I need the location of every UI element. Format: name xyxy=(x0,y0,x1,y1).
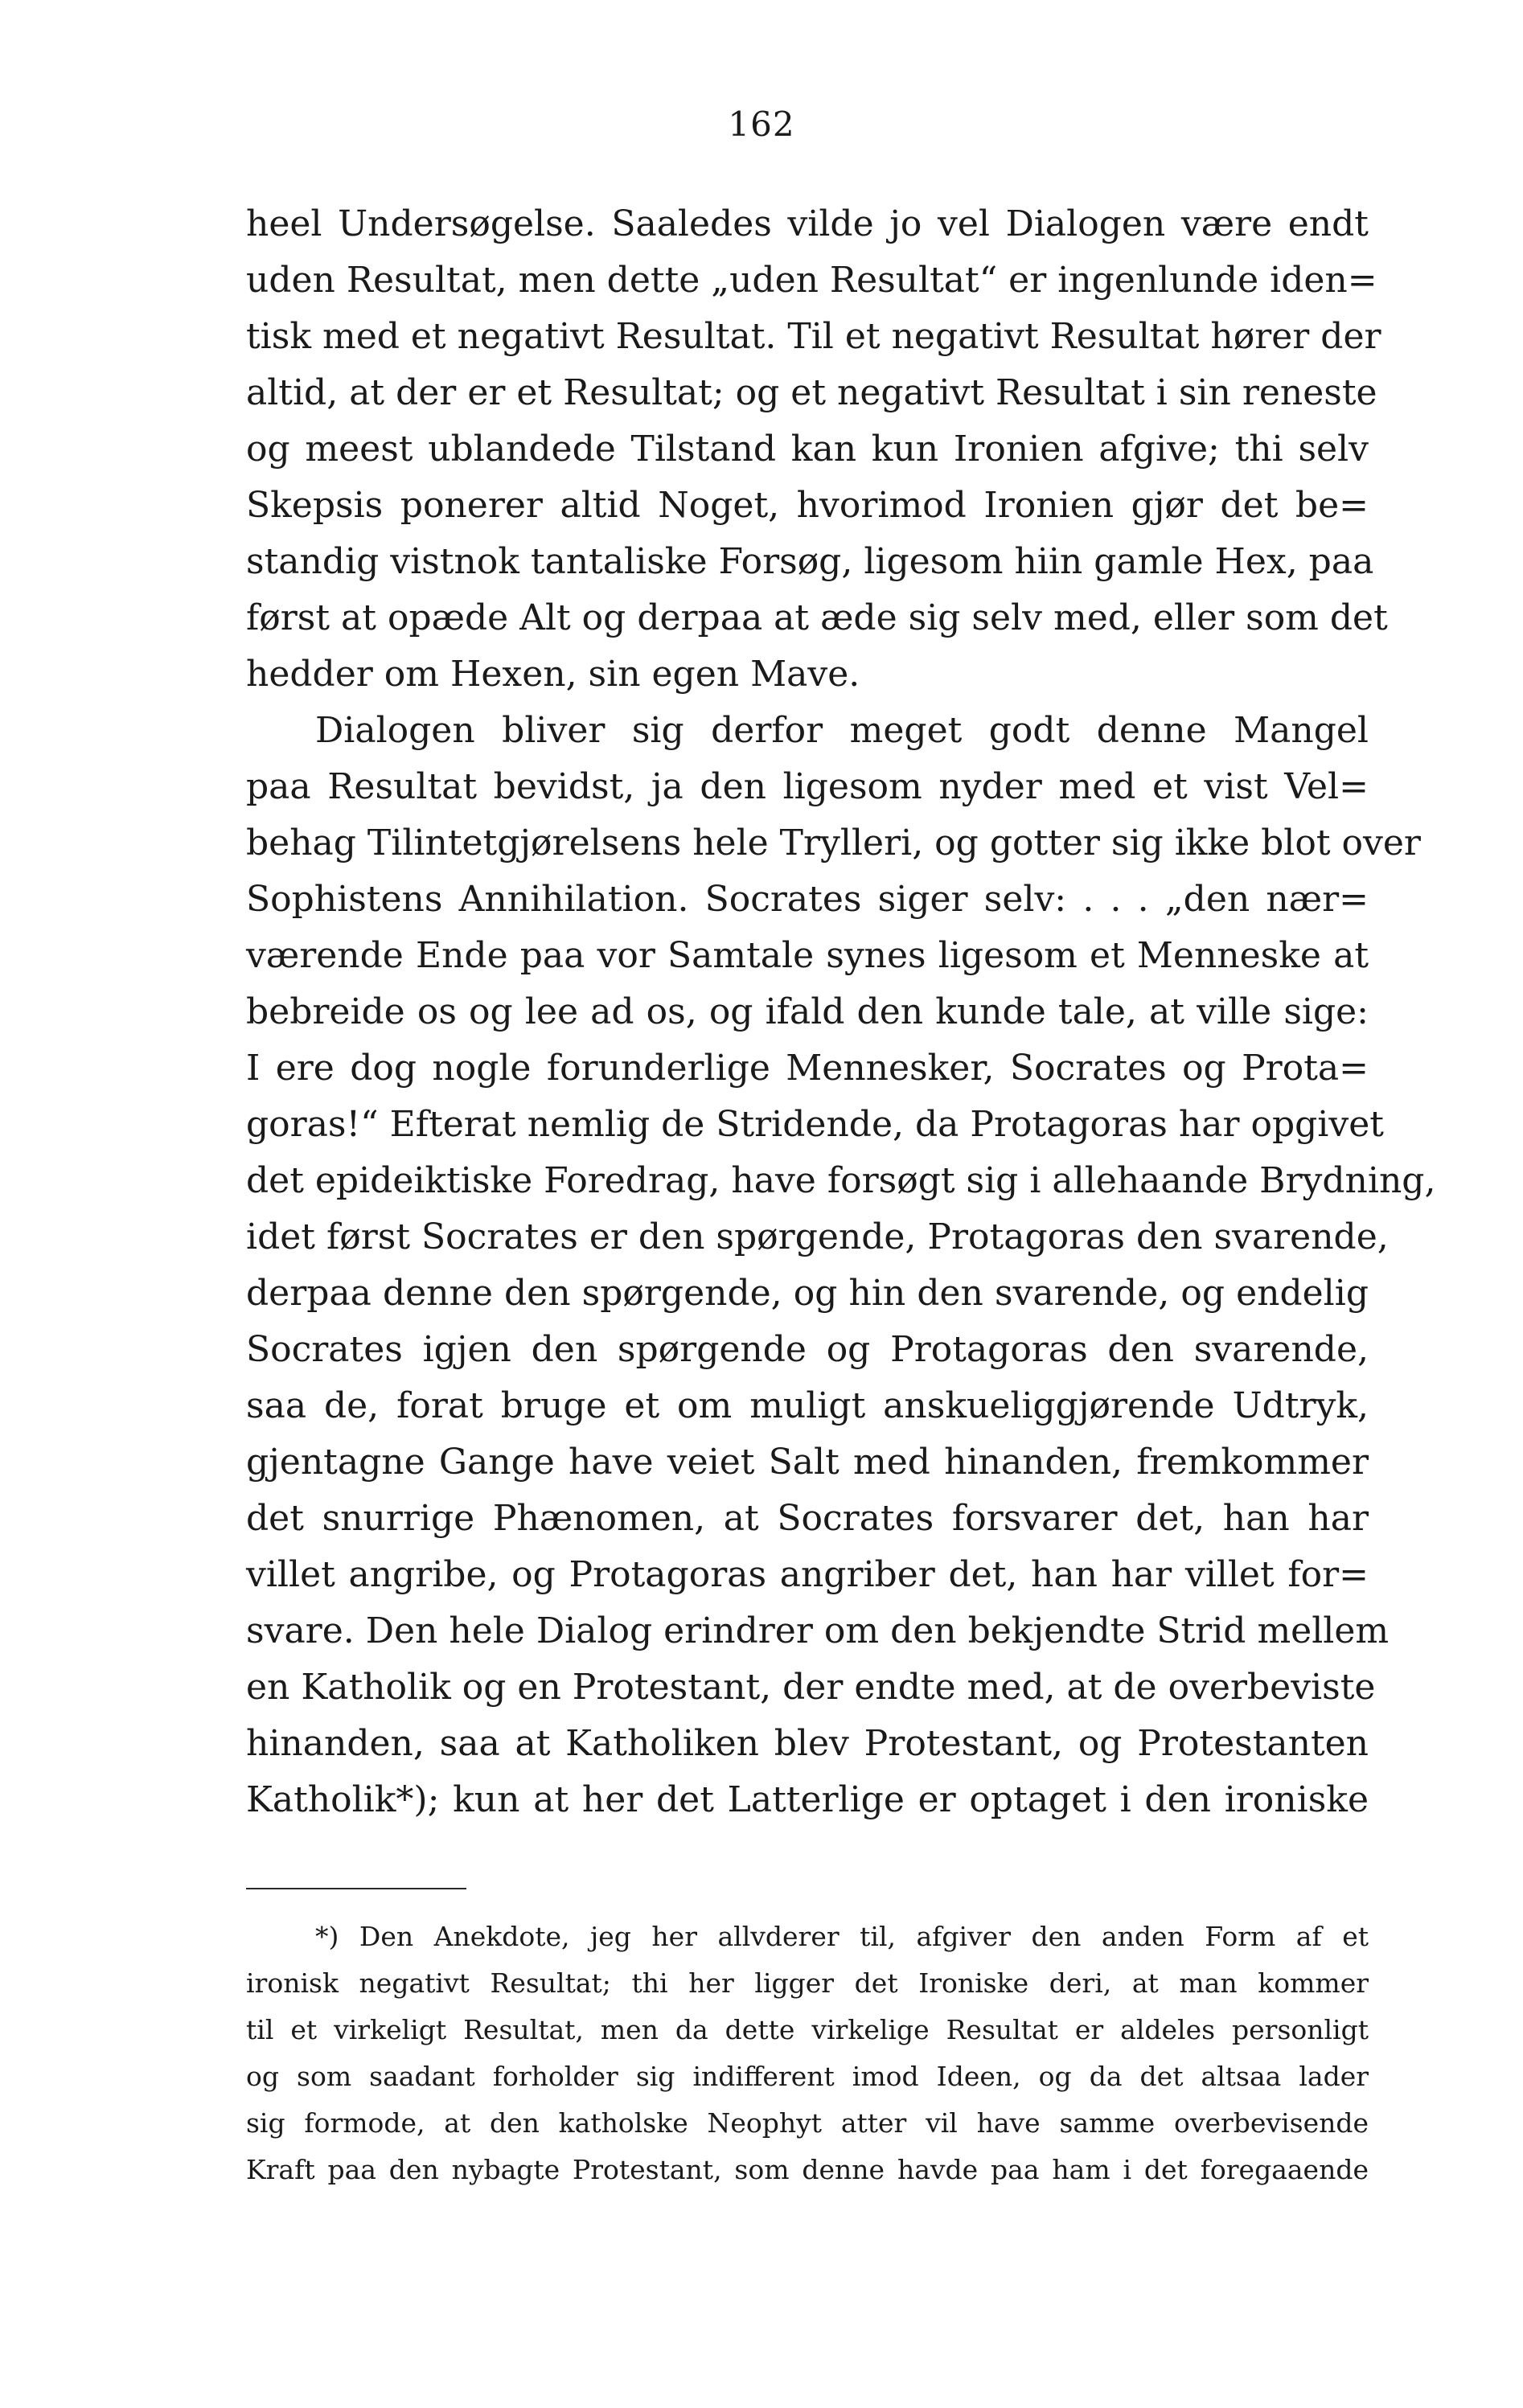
text-line: Katholik*); kun at her det Latterlige er optaget i den ironiske xyxy=(246,1779,1369,1820)
footnote xyxy=(246,1914,1369,2193)
footnote-line: til et virkeligt Resultat, men da dette virkelige Resultat er aldeles personligt xyxy=(246,2014,1369,2045)
text-line: bebreide os og lee ad os, og ifald den kunde tale, at ville sige: xyxy=(246,991,1369,1032)
text-line: gjentagne Gange have veiet Salt med hinanden, fremkommer xyxy=(246,1442,1369,1483)
text-line: først at opæde Alt og derpaa at æde sig selv med, eller som det xyxy=(246,597,1388,638)
text-line: standig vistnok tantaliske Forsøg, ligesom hiin gamle Hex, paa xyxy=(246,541,1374,582)
text-line: svare. Den hele Dialog erindrer om den bekjendte Strid mellem xyxy=(246,1610,1390,1651)
text-line: Socrates igjen den spørgende og Protagoras den svarende, xyxy=(246,1329,1369,1370)
footnote-line: Kraft paa den nybagte Protestant, som denne havde paa ham i det foregaaende xyxy=(246,2154,1369,2185)
text-line: Sophistens Annihilation. Socrates siger selv: . . . „den nær= xyxy=(246,879,1369,920)
text-line: altid, at der er et Resultat; og et negativt Resultat i sin reneste xyxy=(246,372,1377,413)
text-line: saa de, forat bruge et om muligt anskueliggjørende Udtryk, xyxy=(246,1385,1369,1426)
text-line: uden Resultat, men dette „uden Resultat“ er ingenlunde iden= xyxy=(246,260,1377,301)
text-line: det epideiktiske Foredrag, have forsøgt sig i allehaande Brydning, xyxy=(246,1160,1436,1201)
footnote-line: ironisk negativt Resultat; thi her ligger det Ironiske deri, at man kommer xyxy=(246,1967,1369,1999)
text-line: tisk med et negativt Resultat. Til et negativt Resultat hører der xyxy=(246,316,1381,357)
text-line: I ere dog nogle forunderlige Mennesker, Socrates og Prota= xyxy=(246,1048,1369,1089)
text-line: idet først Socrates er den spørgende, Protagoras den svarende, xyxy=(246,1216,1389,1257)
text-line: værende Ende paa vor Samtale synes ligesom et Menneske at xyxy=(246,935,1369,976)
text-line: en Katholik og en Protestant, der endte med, at de overbeviste xyxy=(246,1667,1376,1708)
text-line: og meest ublandede Tilstand kan kun Ironien afgive; thi selv xyxy=(246,429,1369,470)
text-line: det snurrige Phænomen, at Socrates forsvarer det, han har xyxy=(246,1498,1369,1539)
footnote-line: og som saadant forholder sig indifferent imod Ideen, og da det altsaa lader xyxy=(246,2061,1369,2092)
text-line: heel Undersøgelse. Saaledes vilde jo vel Dialogen være endt xyxy=(246,203,1369,244)
page-number: 162 xyxy=(728,105,795,144)
text-line: hedder om Hexen, sin egen Mave. xyxy=(246,654,860,695)
footnote-line: sig formode, at den katholske Neophyt atter vil have samme overbevisende xyxy=(246,2107,1369,2139)
footnote-divider xyxy=(246,1888,466,1889)
text-line: behag Tilintetgjørelsens hele Trylleri, og gotter sig ikke blot over xyxy=(246,822,1421,864)
body-text xyxy=(246,196,1436,1828)
text-line: derpaa denne den spørgende, og hin den svarende, og endelig xyxy=(246,1273,1369,1314)
text-line: paa Resultat bevidst, ja den ligesom nyder med et vist Vel= xyxy=(246,766,1369,807)
text-line: hinanden, saa at Katholiken blev Protestant, og Protestanten xyxy=(246,1723,1369,1764)
text-line: villet angribe, og Protagoras angriber det, han har villet for= xyxy=(246,1554,1369,1595)
text-line: Skepsis ponerer altid Noget, hvorimod Ironien gjør det be= xyxy=(246,485,1369,526)
text-line: goras!“ Efterat nemlig de Stridende, da Protagoras har opgivet xyxy=(246,1104,1384,1145)
footnote-line: *) Den Anekdote, jeg her allvderer til, afgiver den anden Form af et xyxy=(315,1921,1369,1952)
text-line: Dialogen bliver sig derfor meget godt denne Mangel xyxy=(315,710,1369,751)
